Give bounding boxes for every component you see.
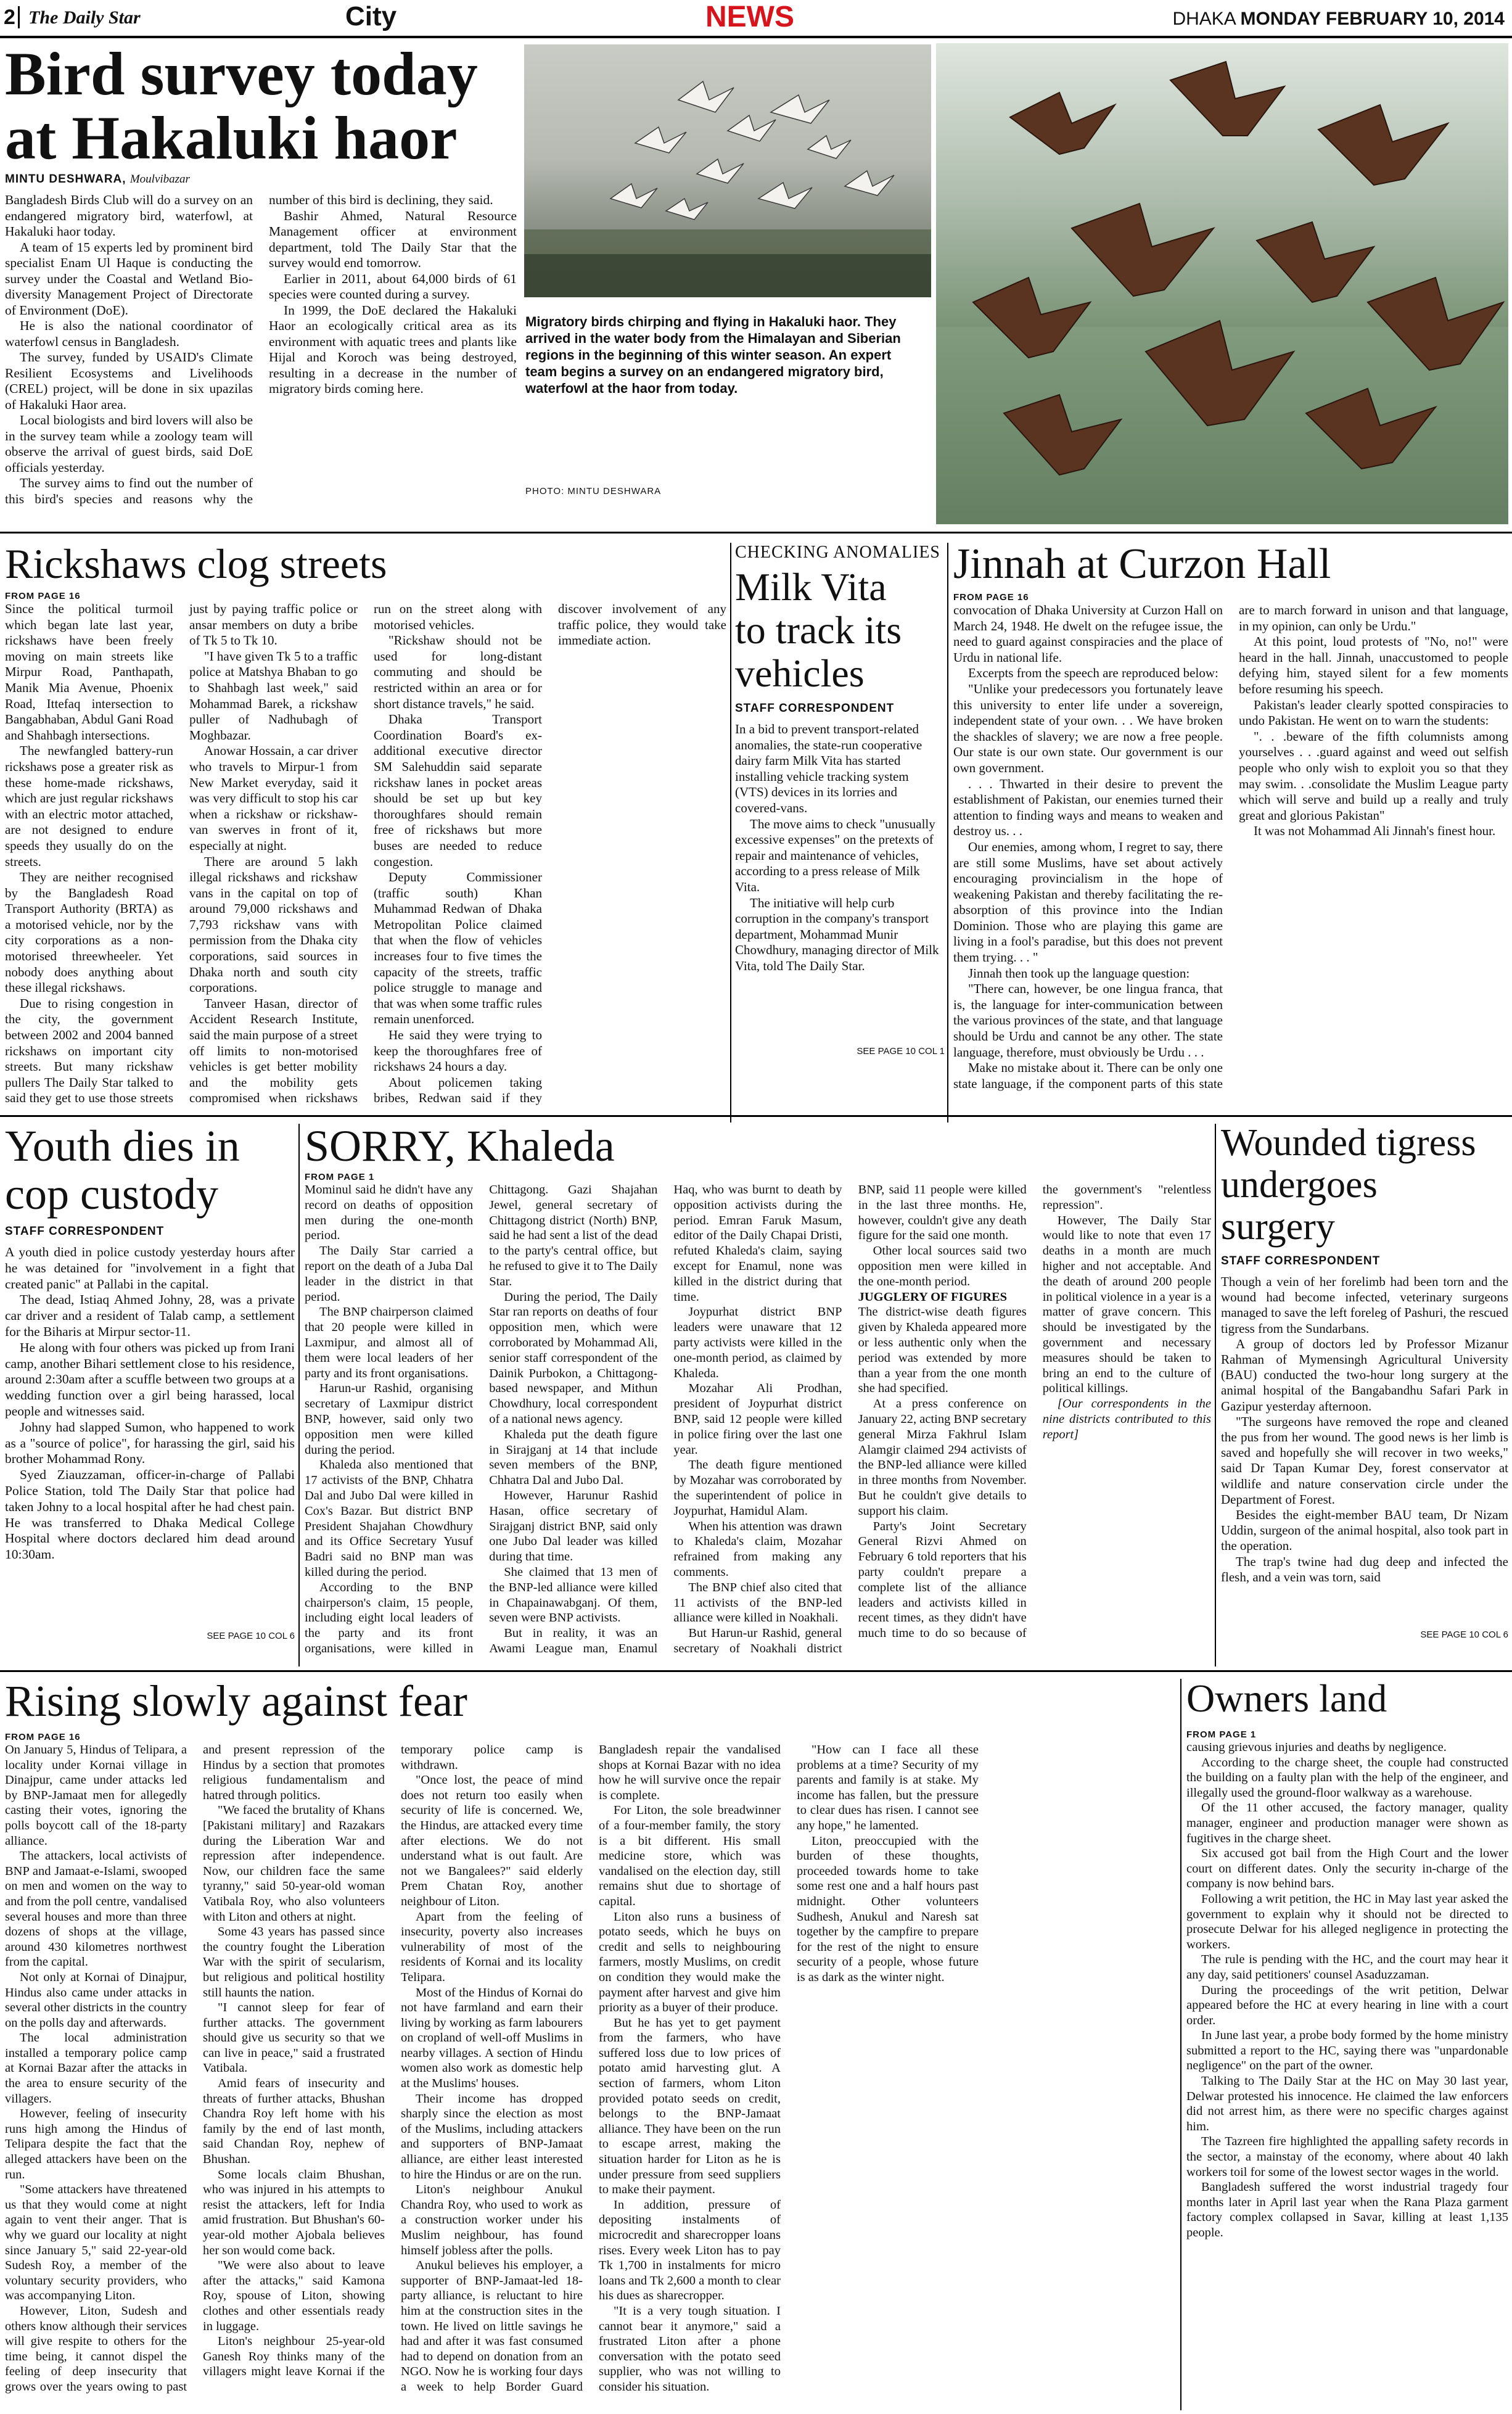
column-rule [730,543,731,1123]
paragraph: Jinnah then took up the language question: [968,965,1190,981]
bird-photo-large [936,43,1508,524]
bird-survey-byline: MINTU DESHWARA, Moulvibazar [5,173,190,186]
paragraph: "We faced the brutality of Khans [Pakistani military] and Razakars during the Liberation War and repression after independence. Now, our children face the same tyranny," said 50-year-old woman Vatibala Roy, who also volunteers with Liton and others at night. [203,1803,385,1924]
paragraph: The BNP chairperson claimed that 20 people were killed in Laxmipur, and almost all of them were local leaders of her party and its front organisations. [305,1305,474,1380]
paragraph: She claimed that 13 men of the BNP-led alliance were killed in Chapainawabganj. Of them, seven were BNP activists. [489,1565,658,1625]
paragraph: ". . .beware of the fifth columnists among yourselves . . .guard against and weed out selfish people who only wish to exploit you so that they may swim. . .consolidate the Muslim League party which will serve and build up a really and truly great and glorious Pakistan" [1239,728,1508,823]
youth-dies-body [5,1245,295,1627]
paragraph: In June last year, a probe body formed by the home ministry submitted a report to the HC, saying there was "unpardonable negligence" on the part of the owner. [1186,2029,1508,2073]
paragraph: He along with four others was picked up from Irani camp, another Bihari settlement close to his residence, around 2:30am after a scuffle between two groups at a wedding function over a girl being harassed, local people and witnesses said. [5,1340,295,1419]
rickshaws-article [5,540,726,1123]
paragraph: Bangladesh suffered the worst industrial tragedy four months later in April last year when the Rana Plaza garment factory complex collapsed in Savar, killing at least 1,135 people. [1186,2180,1508,2239]
bird-photo-small [524,44,931,297]
rickshaws-headline: Rickshaws clog streets [5,540,387,587]
youth-dies-article [5,1121,295,1666]
paragraph: There are around 5 lakh illegal rickshaws and rickshaw vans in the capital on top of around 79,000 rickshaws and 7,793 rickshaw vans with permission from the Dhaka city corporations, said sources in Dhaka north and south city corporations. [189,854,358,995]
paragraph: He is also the national coordinator of waterfowl census in Bangladesh. [5,318,253,349]
paragraph: In 1999, the DoE declared the Hakaluki Haor an ecologically critical area as its environment with aquatic trees and plants like Hijal and Koroch was being destroyed, resulting in a decrease in the number of migratory birds coming here. [269,302,517,396]
paragraph: "There can, however, be one lingua franca, that is, the language for inter-communication between the various provinces of the state, and that language should be Urdu and cannot be any other. The state language, therefore, must obviously be Urdu . . . [953,981,1223,1060]
from-page: FROM PAGE 16 [953,592,1029,603]
paragraph: Some locals claim Bhushan, who was injured in his attempts to resist the attackers, left for India amid frustration. But Bhushan's 60-year-old mother Ajobala believes her son would come back. [203,2167,385,2257]
paragraph: Anukul believes his employer, a supporter of BNP-Jamaat-led 18-party alliance, is reluctant to hire him at the construction sites in the town. He lived on little savings he had and after it was fast consumed had to depend on donation from an NGO. Now he is working four days a week to help Border Guard Bangladesh repair the vandalised shops at Kornai Bazar with no idea how he will survive once the repair is complete. [401,1743,781,2394]
paragraph: Though a vein of her forelimb had been torn and the wound had become infected, veterinary surgeons managed to save the left foreleg of Pashuri, the rescued tigress from the Sundarbans. [1221,1274,1508,1336]
paragraph: However, Harunur Rashid Hasan, office secretary of Sirajganj district BNP, said only one Jubo Dal leader was killed during that time. [489,1488,658,1564]
paragraph: Harun-ur Rashid, organising secretary of Laxmipur district BNP, however, said only two opposition men were killed during the period. [305,1382,474,1457]
paragraph: The move aims to check "unusually excessive expenses" on the pretexts of repair and maintenance of vehicles, according to a press release of Milk Vita. [735,816,935,894]
paragraph: He said they were trying to keep the thoroughfares free of rickshaws 24 hours a day. [374,1028,542,1074]
paragraph: The initiative will help curb corruption in the company's transport department, Mohammad Munir Chowdhury, managing director of Milk Vita, told The Daily Star. [735,895,939,973]
milk-vita-body [735,722,945,1042]
owners-land-body [1186,1740,1508,2406]
paragraph: During the proceedings of the writ petition, Delwar appeared before the HC at every hearing in line with a court order. [1186,1983,1508,2027]
paragraph: Joypurhat district BNP leaders were unaware that 12 party activists were killed in the one-month period, as claimed by Khaleda. [673,1305,842,1380]
paragraph: During the period, The Daily Star ran reports on deaths of four opposition men, which were corroborated by Mohammad Ali, senior staff correspondent of the Dainik Purbokon, a Chittagong-based newspaper, and Mithun Chowdhury, local correspondent of a national news agency. [489,1290,658,1426]
paragraph: Khaleda also mentioned that 17 activists of the BNP, Chhatra Dal and Jubo Dal were killed in Cox's Bazar. But district BNP President Shajahan Chowdhury and its Office Secretary Yusuf Badri said no BNP man was killed during the period. [305,1458,474,1579]
paragraph: Pakistan's leader clearly spotted conspiracies to undo Pakistan. He went on to warn the students: [1239,697,1508,728]
paragraph: At a press conference on January 22, acting BNP secretary general Mirza Fakhrul Islam Alamgir claimed 294 activists of the BNP-led alliance were killed in three months from November. But he couldn't give details to support his claim. [858,1397,1027,1518]
tigress-headline-3: surgery [1221,1206,1335,1248]
paragraph: It was not Mohammad Ali Jinnah's finest hour. [1254,823,1496,839]
paragraph: The newfangled battery-run rickshaws pose a greater risk as these home-made rickshaws, which are just regular rickshaws with an electric motor attached, are not designed to endure speeds they usually do on the streets. [5,743,173,869]
paragraph: Following a writ petition, the HC in May last year asked the government to explain why it should not be directed to prosecute Delwar for his alleged negligence in protecting the workers. [1186,1892,1508,1951]
paragraph: However, The Daily Star would like to note that even 17 deaths in a month are much higher and not acceptable. And the death of around 200 people in political violence in a year is a matter of grave concern. This should be investigated by the government and necessary measures should be taken to bring an end to the culture of political killings. [1042,1213,1211,1396]
rickshaws-body [5,601,726,1113]
paragraph: However, Liton, Sudesh and others know although their services will give respite to others for the time being, it cannot dispel the feeling of deep insecurity that grows over the years owing to past and present repression of the Hindus by a section that promotes religious fundamentalism and hatred through politics. [5,1743,385,2394]
paragraph: The BNP chief also cited that 11 activists of the BNP-led alliance were killed in Noakhali. [673,1580,842,1625]
paragraph: Their income has dropped sharply since the election as most of the Muslims, including attackers and supporters of BNP-Jamaat alliance, are either least interested to hire the Hindus or are on the run. [401,2091,583,2181]
youth-dies-byline: STAFF CORRESPONDENT [5,1225,165,1238]
paragraph: About policemen taking bribes, Redwan said if they discover involvement of any traffic police, they would take immediate action. [374,601,726,1106]
paragraph: At this point, loud protests of "No, no!" were heard in the hall. Jinnah, unaccustomed to people defying him, stayed silent for a few moments before resuming his speech. [1239,634,1508,696]
paragraph: A youth died in police custody yesterday hours after he was detained for "involvement in a fight that created panic" at Pallabi in the capital. [5,1245,295,1291]
from-page: FROM PAGE 1 [1186,1729,1257,1740]
paragraph: The Tazreen fire highlighted the appalling safety records in the sector, a mainstay of the economy, where about 40 lakh workers toil for some of the lowest sector wages in the world. [1186,2135,1508,2179]
paragraph: Amid fears of insecurity and threats of further attacks, Bhushan Chandra Roy left home with his family by the end of last month, said Chandan Roy, nephew of Bhushan. [203,2077,385,2167]
paragraph: According to the charge sheet, the couple had constructed the building on a faulty plan with the help of the engineer, and illegally used the ground-floor walkway as a warehouse. [1186,1755,1508,1800]
paragraph: Liton's neighbour 25-year-old Ganesh Roy thinks many of the villagers might leave Kornai if the temporary police camp is withdrawn. [203,1743,583,2379]
paragraph: Of the 11 other accused, the factory manager, quality manager, engineer and production manager were shown as fugitives in the charge sheet. [1186,1801,1508,1845]
contributor-note: [Our correspondents in the nine districts contributed to this report] [1042,1397,1211,1441]
bird-photo-caption: Migratory birds chirping and flying in Hakaluki haor. They arrived in the water body from the Himalayan and Siberian regions in the beginning of this winter season. An expert team begins a survey on an endangered migratory bird, waterfowl at the haor from today. [525,314,901,396]
paragraph: "Rickshaw should not be used for long-distant commuting and should be restricted within an area or for short distance travels," he said. [374,633,542,711]
section-name: City [345,1,397,31]
paragraph: The attackers, local activists of BNP and Jamaat-e-Islami, swooped on men and women on the way to and from the poll centre, vandalised several houses and more than three dozens of shops at the village, around 430 kilometres northwest from the capital. [5,1849,187,1969]
rising-slowly-headline: Rising slowly against fear [5,1676,467,1726]
owners-land-article [1186,1676,1508,2410]
youth-dies-headline-1: Youth dies in [5,1121,240,1171]
paragraph: "We were also about to leave after the attacks," said Kamona Roy, spouse of Liton, showing clothes and other essentials ready in luggage. [203,2259,385,2333]
paragraph: Tanveer Hasan, director of Accident Research Institute, said the main purpose of a street off limits to non-motorised vehicles is get better mobility and the mobility gets compromised when rickshaws run on the street along with motorised vehicles. [189,601,542,1106]
paragraph: Liton also runs a business of potato seeds, which he buys on credit and sells to neighbouring farmers, mostly Muslims, on credit on condition they would make the payment after harvest and give him priority as a buyer of their produce. [599,1909,781,2015]
paragraph: Most of the Hindus of Kornai do not have farmland and earn their living by working as farm labourers on cropland of well-off Muslims in nearby villages. A section of Hindu women also work as domestic help at the Muslims' houses. [401,1985,583,2091]
paragraph: Other local sources said two opposition men were killed in the one-month period. [858,1244,1027,1288]
paragraph: "Some attackers have threatened us that they would come at night again to vent their anger. That is why we guard our locality at night since January 5," said 22-year-old Sudesh Roy, a member of the voluntary security providers, who was accompanying Liton. [5,2183,187,2303]
sorry-khaleda-headline: SORRY, Khaleda [305,1121,615,1171]
section-rule-2 [0,1115,1512,1117]
paragraph: Bangladesh Birds Club will do a survey on an endangered migratory bird, waterfowl, at Hakaluki haor today. [5,192,253,239]
column-rule [1215,1124,1216,1666]
paragraph: According to the BNP chairperson's claim, 15 people, including eight local leaders of the party and its front organisations, were killed in Chittagong. Gazi Shajahan Jewel, general secretary of Chittagong district (North) BNP, said he had sent a list of the dead to the party's central office, but he refused to give it to The Daily Star. [305,1183,658,1655]
paragraph: Dhaka Transport Coordination Board's ex-additional executive director SM Salehuddin said separate rickshaw lanes in pocket areas should be set up but key thoroughfares should remain free of rickshaws but more buses are needed to reduce congestion. [374,712,542,869]
paragraph: Our enemies, among whom, I regret to say, there are still some Muslims, have set about actively encouraging provincialism in the hope of weakening Pakistan and thereby facilitating the re-absorption of this province into the Indian Dominion. Those who are playing this game are living in a fool's paradise, but this does not prevent them trying. . . " [953,839,1223,965]
news-label: NEWS [705,1,794,33]
paragraph: But he has yet to get payment from the farmers, who have suffered loss due to low prices of potato amid harvesting glut. A section of farmers, whom Liton provided potato seeds on credit, belongs to the BNP-Jamaat alliance. They have been on the run to escape arrest, making the situation harder for Liton as he is under pressure from seed suppliers to make their payment. [599,2016,781,2197]
masthead-rule [0,36,1512,38]
paragraph: The Daily Star carried a report on the death of a Juba Dal leader in the district in that period. [305,1244,474,1304]
from-page: FROM PAGE 16 [5,1732,81,1742]
paragraph: When his attention was drawn to Khaleda's claim, Mozahar refrained from making any comments. [673,1519,842,1579]
column-rule [947,543,948,1123]
paragraph: Apart from the feeling of insecurity, poverty also increases vulnerability of most of the residents of Kornai and its locality Telipara. [401,1909,583,1984]
paragraph: The district-wise death figures given by Khaleda appeared more or less authentic only when the period was extended by more than a year from the one month she had specified. [858,1305,1027,1396]
paper-logo: The Daily Star [28,7,141,28]
paragraph: Deputy Commissioner (traffic south) Khan Muhammad Redwan of Dhaka Metropolitan Police claimed that when the flow of vehicles increases four to five times the capacity of the streets, traffic police struggle to manage and that was when some traffic rules remain unenforced. [374,870,542,1027]
paragraph: The local administration installed a temporary police camp at Kornai Bazar after the attacks in the area to ensure security of the villagers. [5,2031,187,2106]
paragraph: "Once lost, the peace of mind does not return too easily when security of life is concerned. We, the Hindus, are attacked every time after elections. We do not understand what is out fault. Are not we Bangalees?" said elderly Prem Chatan Roy, another neighbour of Liton. [401,1773,583,1908]
paragraph: A group of doctors led by Professor Mizanur Rahman of Mymensingh Agricultural University (BAU) conducted the two-hour long surgery at the animal hospital of the Bangabandhu Safari Park in Gazipur yesterday afternoon. [1221,1336,1508,1414]
paragraph: Johny had slapped Sumon, who happened to work as a "source of police", for harassing the girl, said his brother Mohammad Rony. [5,1419,295,1467]
paragraph: But in reality, it was an Awami League man, Enamul Haq, who was burnt to death by opposition activists during the period. Emran Faruk Masum, editor of the Daily Chapai Dristi, refuted Khaleda's claim, saying except for Enamul, none was killed in the district during that time. [489,1183,842,1655]
paragraph: Mominul said he didn't have any record on deaths of opposition men during the one-month period. [305,1183,474,1243]
paragraph: Some 43 years has passed since the country fought the Liberation War with the spirit of secularism, but religious and political hostility still haunts the nation. [203,1925,385,2000]
paragraph: The trap's twine had dug deep and infected the flesh, and a vein was torn, said [1221,1554,1508,1584]
paragraph: "I cannot sleep for fear of further attacks. The government should give us security so that we can live in peace," said a frustrated Vatibala. [203,2001,385,2075]
paragraph: convocation of Dhaka University at Curzon Hall on March 24, 1948. He dwelt on the refugee issue, the need to guard against conspiracies and the place of Urdu in national life. [953,603,1223,665]
jinnah-headline: Jinnah at Curzon Hall [953,540,1331,588]
paragraph: Party's Joint Secretary General Rizvi Ahmed on February 6 told reporters that his party couldn't prepare a complete list of the alliance leaders and activists killed in recent times, as they didn't have much time to do so because of the government's "relentless repression". [858,1183,1211,1641]
jinnah-body [953,603,1508,1121]
dateline [1172,9,1505,30]
paragraph: causing grievous injuries and deaths by negligence. [1186,1740,1447,1754]
subhead: JUGGLERY OF FIGURES [858,1290,1008,1304]
tigress-headline-2: undergoes [1221,1164,1378,1206]
paragraph: Due to rising congestion in the city, the government between 2002 and 2004 banned rickshaws on important city streets. But many rickshaw pullers The Daily Star talked to said they get to use those streets just by paying traffic police or ansar members on duty a bribe of Tk 5 to Tk 10. [5,601,358,1106]
paragraph: Khaleda put the death figure in Sirajganj at 14 that include seven members of the BNP, Chhatra Dal and Jubo Dal. [489,1427,658,1488]
owners-land-headline: Owners land [1186,1676,1387,1720]
paragraph: Talking to The Daily Star at the HC on May 30 last year, Delwar protested his innocence. He claimed the law enforcers did not arrest him, as there were no specific charges against him. [1186,2074,1508,2133]
paragraph: In a bid to prevent transport-related anomalies, the state-run cooperative dairy farm Milk Vita has started installing vehicle tracking system (VTS) devices in its lorries and covered-vans. [735,722,922,815]
paragraph: The dead, Istiaq Ahmed Johny, 28, was a private car driver and a resident of Talab camp, a settlement for the Biharis at Mirpur sector-11. [5,1292,295,1339]
bird-survey-article [5,39,517,524]
bird-flock-large-image [936,43,1508,524]
paragraph: "It is a very tough situation. I cannot bear it anymore," said a frustrated Liton after a phone conversation with the potato seed supplier, who was not willing to consider his situation. [599,2304,781,2394]
milk-vita-article [735,543,945,1123]
sorry-khaleda-body [305,1182,1211,1670]
paragraph: A team of 15 experts led by prominent bird specialist Enam Ul Haque is conducting the survey under the Coastal and Wetland Bio-diversity Management Project of Directorate of Environment (DoE). [5,239,253,318]
youth-dies-headline-2: cop custody [5,1169,218,1219]
paragraph: Since the political turmoil which began late last year, rickshaws have been freely moving on main streets like Mirpur Road, Panthapath, Manik Mia Avenue, Phoenix Road, Ittefaq intersection to Bangabhaban, Abdul Gani Road and Shahbagh intersections. [5,601,173,743]
paragraph: Liton's neighbour Anukul Chandra Roy, who used to work as a construction worker under his Muslim neighbour, has found himself jobless after the polls. [401,2183,583,2257]
tigress-body [1221,1274,1508,1626]
tigress-article [1221,1124,1508,1666]
paragraph: Syed Ziauzzaman, officer-in-charge of Pallabi Police Station, told The Daily Star that police had taken Johny to a local hospital after he had chest pain. He was transferred to Dhaka Medical College Hospital where doctors declared him dead around 10:30am. [5,1467,295,1562]
paragraph: However, feeling of insecurity runs high among the Hindus of Telipara despite the fact that the alleged attackers have been on the run. [5,2107,187,2181]
paragraph: "I have given Tk 5 to a traffic police at Matshya Bhaban to go to Shahbagh last week," said Mohammad Barek, a rickshaw puller of Nadhubagh of Moghbazar. [189,648,358,743]
paragraph: The survey aims to find out the number of this bird's species and reasons why the number of this bird is declining, they said. [5,192,493,506]
tigress-byline: STAFF CORRESPONDENT [1221,1254,1381,1267]
paragraph: Liton, preoccupied with the burden of these thoughts, proceeded towards home to take some rest one and a half hours past midnight. Other volunteers Sudhesh, Anukul and Naresh sat together by the campfire to prepare for the rest of the night to ensure security of a people, whose future is as dark as the winter night. [797,1834,979,1984]
milk-vita-headline-2: to track its [735,608,902,652]
milk-vita-headline-3: vehicles [735,651,865,695]
paragraph: "Unlike your predecessors you fortunately leave this university to enter life under a sovereign, independent state of your own. . . We have broken the shackles of slavery; we are now a free people. Our state is our own state. Our government is our own government. [953,681,1223,775]
from-page: FROM PAGE 16 [5,591,81,601]
paragraph: . . . Thwarted in their desire to prevent the establishment of Pakistan, our enemies turned their attention to finding ways and means to weaken and destroy us. . . [953,776,1223,839]
paragraph: On January 5, Hindus of Telipara, a locality under Kornai village in Dinajpur, came under attacks led by BNP-Jamaat men for allegedly casting their votes, ignoring the polls boycott call of the 18-party alliance. [5,1743,187,1848]
paragraph: Besides the eight-member BAU team, Dr Nizam Uddin, surgeon of the animal hospital, also took part in the operation. [1221,1507,1508,1554]
paragraph: The survey, funded by USAID's Climate Resilient Ecosystems and Livelihoods (CREL) project, will be done in six upazilas of Hakaluki Haor area. [5,350,253,412]
youth-dies-see-page: SEE PAGE 10 COL 6 [207,1631,295,1641]
paragraph: Earlier in 2011, about 64,000 birds of 61 species were counted during a survey. [269,271,517,302]
bird-survey-headline-1: Bird survey today [5,39,478,108]
section-rule-3 [0,1670,1512,1672]
rising-slowly-body [5,1742,1177,2408]
paragraph: The death figure mentioned by Mozahar was corroborated by the superintendent of police in Joypurhat, Hamidul Alam. [673,1458,842,1518]
bird-survey-place: Moulvibazar [129,173,190,186]
rising-slowly-article [5,1676,1177,2410]
paragraph: The rule is pending with the HC, and the court may hear it any day, said petitioners' counsel Asaduzzaman. [1186,1953,1508,1982]
paragraph: Anowar Hossain, a car driver who travels to Mirpur-1 from New Market everyday, said it was very difficult to stop his car when a rickshaw or rickshaw-van swerves in front of it, especially at night. [189,743,358,853]
paragraph: Mozahar Ali Prodhan, president of Joypurhat district BNP, said 12 people were killed in police firing over the last one year. [673,1382,842,1457]
paragraph: Local biologists and bird lovers will also be in the survey team while a zoology team will observe the arrival of guest birds, said DoE officials yesterday. [5,413,253,475]
sorry-khaleda-article [305,1121,1211,1666]
photo-credit: PHOTO: MINTU DESHWARA [525,486,662,496]
paragraph: Bashir Ahmed, Natural Resource Management officer at environment department, told The Daily Star that the survey would end tomorrow. [269,208,517,270]
from-page: FROM PAGE 1 [305,1172,375,1182]
paragraph: In addition, pressure of depositing instalments of microcredit and sharecropper loans rises. Every week Liton has to pay Tk 1,700 in instalments for micro loans and Tk 2,600 a month to clear his dues as sharecropper. [599,2198,781,2303]
section-rule-1 [0,532,1512,533]
page-number: 2 [4,6,15,29]
bird-survey-headline-2: at Hakaluki haor [5,104,458,172]
paragraph: They are neither recognised by the Bangladesh Road Transport Authority (BRTA) as a motorised vehicle, nor by the city corporations as a non-motorised threewheeler. Yet nobody does anything about these illegal rickshaws. [5,870,173,995]
masthead [0,0,1512,37]
paragraph: Make no mistake about it. There can be only one state language, if the component parts of this state are to march forward in unison and that language, in my opinion, can only be Urdu." [953,603,1508,1091]
jinnah-article [953,540,1508,1123]
paragraph: For Liton, the sole breadwinner of a four-member family, the story is a bit different. His small medicine store, which was vandalised on the election day, still remains shut due to shortage of capital. [599,1803,781,1908]
bird-flock-small-image [524,44,931,297]
paragraph: But Harun-ur Rashid, general secretary of Noakhali district BNP, said 11 people were killed in the last three months. He, however, couldn't give any death figure for the said one month. [673,1183,1027,1655]
paragraph: Not only at Kornai of Dinajpur, Hindus also came under attacks in several other districts in the country on the polls day and afterwards. [5,1970,187,2030]
paragraph: Excerpts from the speech are reproduced below: [968,665,1218,681]
milk-vita-kicker: CHECKING ANOMALIES [735,543,940,562]
page-number-box [4,6,20,28]
milk-vita-headline-1: Milk Vita [735,565,887,609]
tigress-headline-1: Wounded tigress [1221,1122,1476,1164]
paragraph: "The surgeons have removed the rope and cleaned the pus from her wound. The good news is her limb is saved and hopefully she will recover in two weeks," said Dr Tapan Kumar Dey, forest conservator at wildlife and nature conservation circle under the Department of Forest. [1221,1414,1508,1507]
column-rule [1180,1679,1181,2410]
paragraph: "How can I face all these problems at a time? Security of my parents and family is at stake. My income has fallen, but the pressure to clear dues has risen. I cannot see any hope," he lamented. [797,1743,979,1832]
milk-vita-see-page: SEE PAGE 10 COL 1 [857,1046,945,1057]
tigress-see-page: SEE PAGE 10 COL 6 [1420,1629,1508,1640]
dateline-date: MONDAY FEBRUARY 10, 2014 [1240,9,1505,29]
bird-survey-body [5,192,517,519]
milk-vita-byline: STAFF CORRESPONDENT [735,702,895,715]
paragraph: Six accused got bail from the High Court and the lower court on different dates. Only the security in-charge of the company is now behind bars. [1186,1847,1508,1891]
dateline-city: DHAKA [1172,9,1236,29]
column-rule [298,1124,300,1666]
